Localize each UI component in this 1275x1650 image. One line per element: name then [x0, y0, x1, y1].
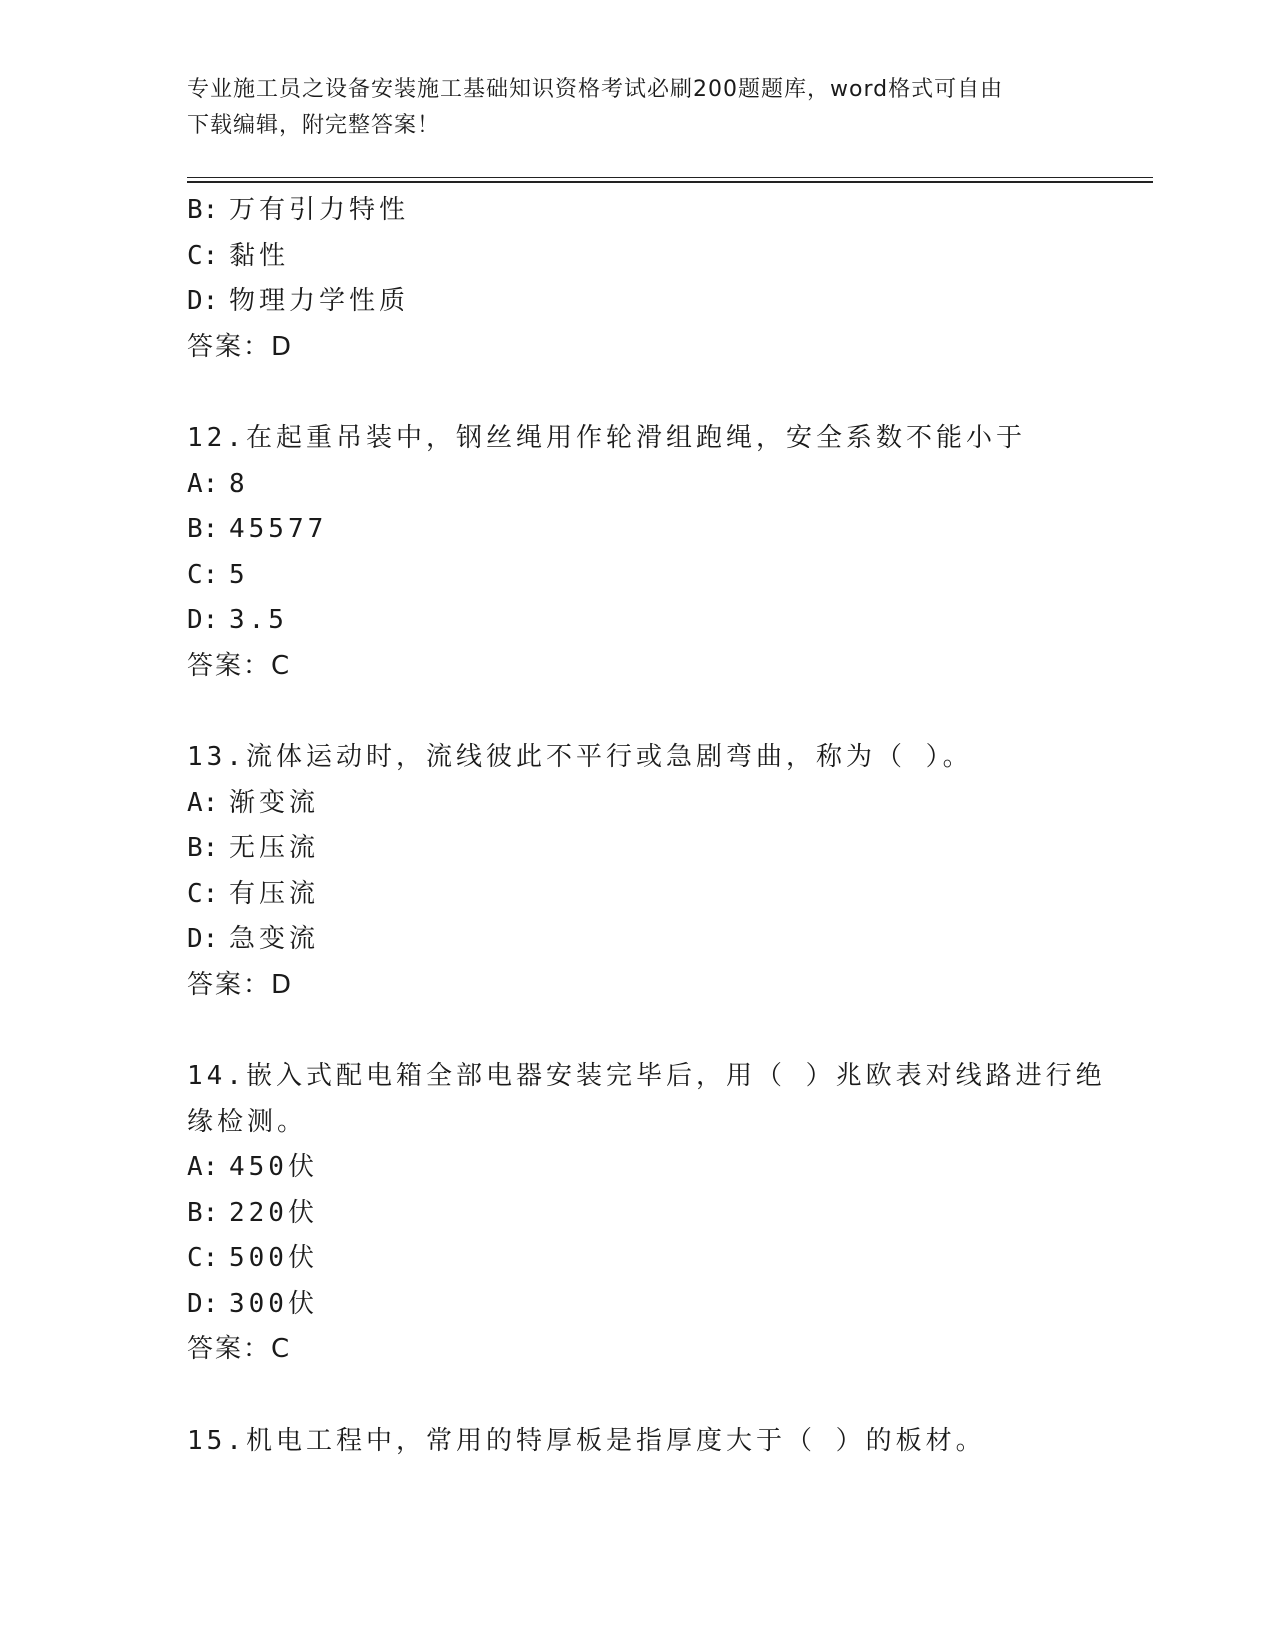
- option-letter: B:: [187, 195, 219, 225]
- question-block-prev: [187, 188, 1087, 370]
- option-b: [187, 507, 1087, 553]
- option-text: 物理力学性质: [229, 286, 410, 316]
- document-header: [187, 72, 1067, 144]
- option-b: [187, 826, 1087, 872]
- option-b: [187, 1191, 1087, 1237]
- option-text: 500伏: [229, 1243, 318, 1273]
- option-c: [187, 234, 1087, 280]
- header-divider-thin: [187, 177, 1153, 178]
- option-letter: C:: [187, 1243, 219, 1273]
- option-letter: C:: [187, 878, 219, 909]
- question-block-13: [187, 735, 1087, 1008]
- option-letter: B:: [187, 514, 219, 544]
- option-text: 300伏: [229, 1288, 318, 1319]
- option-a: [187, 462, 1087, 508]
- option-letter: C:: [187, 240, 219, 271]
- option-text: 8: [229, 468, 249, 499]
- option-letter: B:: [187, 1197, 219, 1228]
- option-d: [187, 917, 1087, 963]
- option-letter: D:: [187, 1288, 219, 1319]
- header-line-1: 专业施工员之设备安装施工基础知识资格考试必刷200题题库，word格式可自由: [187, 77, 1004, 102]
- question-block-14: [187, 1054, 1106, 1373]
- option-letter: A:: [187, 1152, 219, 1182]
- question-content: [187, 188, 1106, 1464]
- option-letter: D:: [187, 924, 219, 954]
- option-b: [187, 188, 1087, 234]
- option-letter: B:: [187, 833, 219, 863]
- option-text: 3.5: [229, 605, 288, 635]
- answer-line: 答案：C: [187, 650, 292, 681]
- option-text: 有压流: [229, 878, 320, 909]
- question-stem: 12.在起重吊装中，钢丝绳用作轮滑组跑绳，安全系数不能小于: [187, 423, 1026, 453]
- question-stem: 15.机电工程中，常用的特厚板是指厚度大于（ ）的板材。: [187, 1425, 986, 1456]
- option-text: 无压流: [229, 833, 320, 863]
- option-a: [187, 781, 1087, 827]
- option-text: 45577: [229, 514, 328, 544]
- header-divider-thick: [187, 181, 1153, 183]
- question-stem-continued: 缘检测。: [187, 1106, 308, 1137]
- option-text: 急变流: [229, 924, 320, 954]
- option-c: [187, 1236, 1087, 1282]
- option-text: 渐变流: [229, 787, 320, 818]
- answer-line: 答案：D: [187, 969, 294, 1000]
- option-a: [187, 1145, 1087, 1191]
- question-block-15: [187, 1419, 1087, 1465]
- option-c: [187, 872, 1087, 918]
- option-text: 万有引力特性: [229, 195, 410, 225]
- option-text: 5: [229, 559, 249, 590]
- answer-line: 答案：D: [187, 331, 294, 362]
- option-text: 450伏: [229, 1152, 318, 1182]
- option-letter: C:: [187, 559, 219, 590]
- option-d: [187, 1282, 1087, 1328]
- answer-line: 答案：C: [187, 1334, 292, 1364]
- option-text: 220伏: [229, 1197, 318, 1228]
- option-d: [187, 279, 1087, 325]
- header-line-2: 下载编辑，附完整答案！: [187, 113, 441, 138]
- option-letter: A:: [187, 787, 219, 818]
- option-text: 黏性: [229, 240, 290, 271]
- option-d: [187, 598, 1087, 644]
- question-stem: 13.流体运动时，流线彼此不平行或急剧弯曲，称为（ ）。: [187, 742, 973, 772]
- option-c: [187, 553, 1087, 599]
- option-letter: A:: [187, 468, 219, 499]
- option-letter: D:: [187, 605, 219, 635]
- question-block-12: [187, 416, 1087, 689]
- option-letter: D:: [187, 286, 219, 316]
- question-stem: 14.嵌入式配电箱全部电器安装完毕后，用（ ）兆欧表对线路进行绝: [187, 1061, 1106, 1091]
